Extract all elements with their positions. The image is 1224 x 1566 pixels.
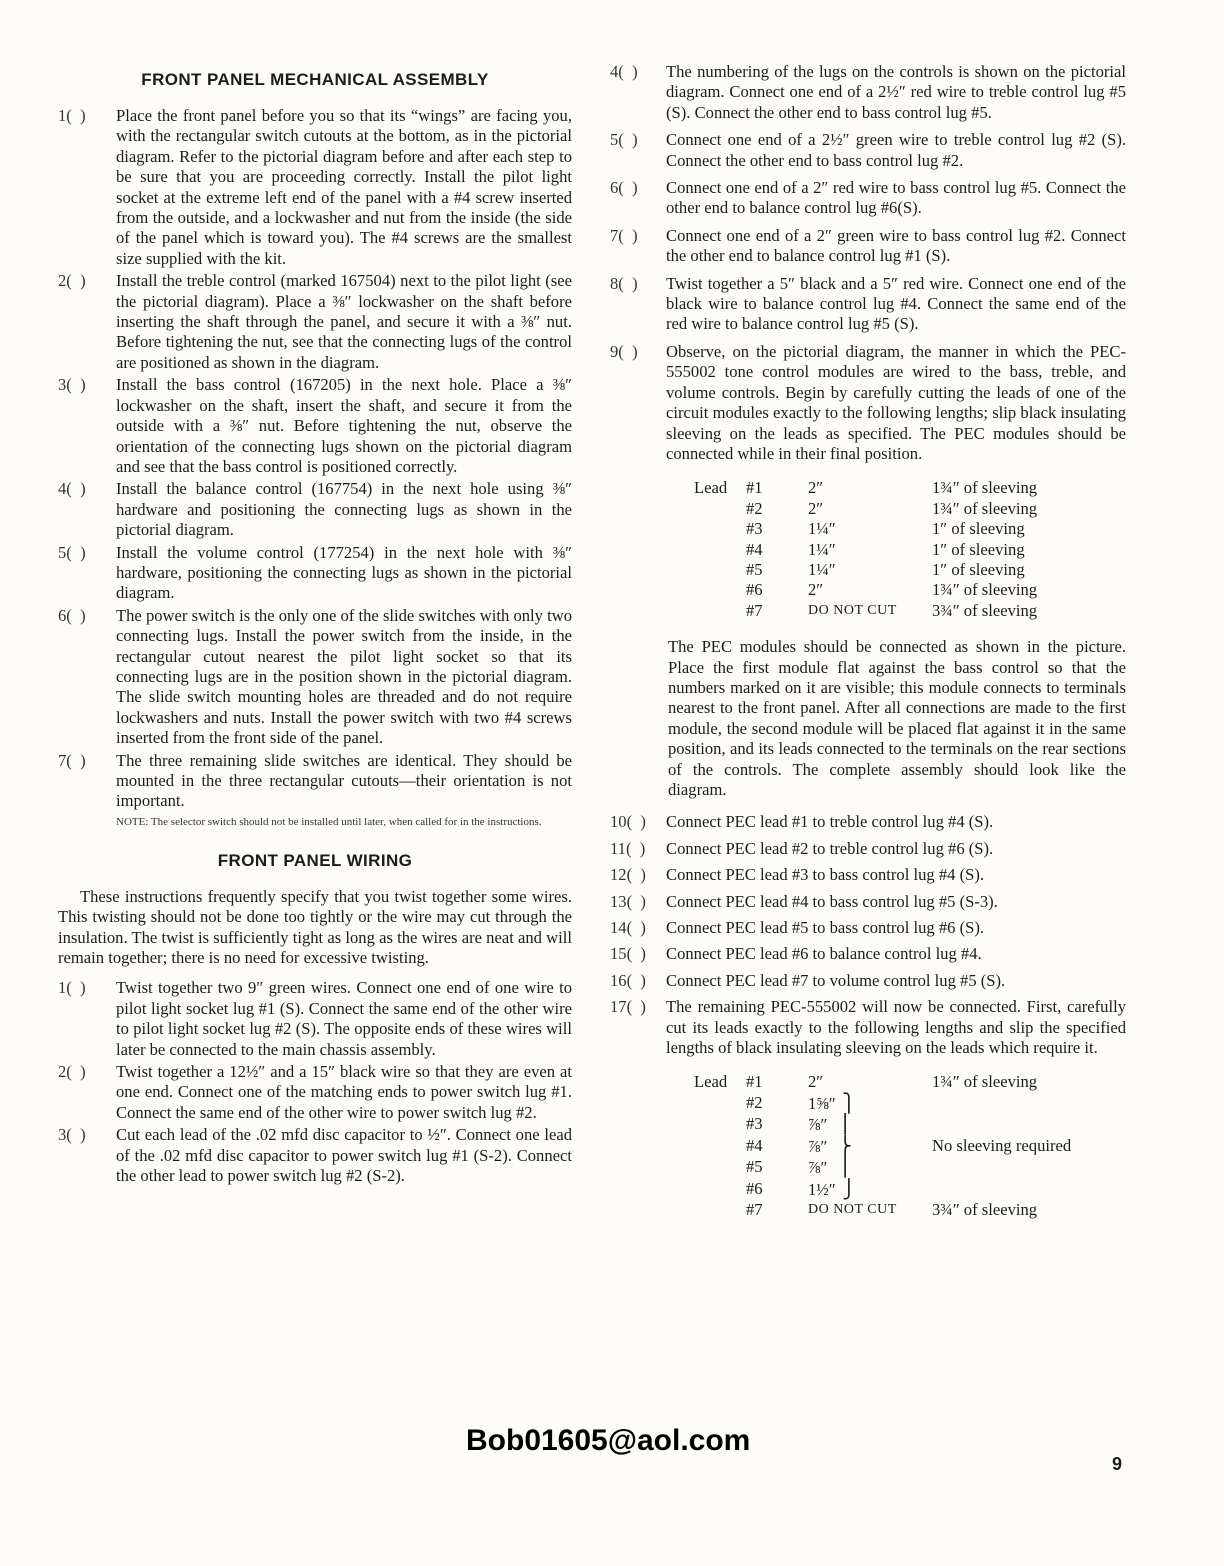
lead-length: 1¼″	[808, 519, 836, 539]
step-item	[610, 971, 1126, 991]
lead-sleeving	[932, 1114, 1071, 1135]
table-row	[694, 1157, 1071, 1178]
lead-number: #2	[746, 1092, 763, 1112]
checkbox-number: 4( )	[610, 62, 638, 81]
lead-sleeving	[932, 1157, 1071, 1178]
checkbox-number: 11( )	[610, 838, 646, 858]
checkbox-number: 14( )	[610, 918, 646, 938]
step-item	[610, 839, 1126, 859]
step-text: Twist together a 12½″ and a 15″ black wire so that they are even at one end. Connect one of the matching ends to power switch lug #1. Connect the same end of the other wire to power switch lug #2.	[116, 1062, 572, 1122]
step-text: Place the front panel before you so that its “wings” are facing you, with the rectangular switch cutouts at the bottom, as in the pictorial diagram. Refer to the pictorial diagram before and after each step to be sure that you are proceeding correctly. Install the pilot light socket at the extreme left end of the panel with a #4 screw inserted from the outside, and a lockwasher and nut from the inside (the side of the panel which is toward you). The #4 screws are the smallest size supplied with the kit.	[116, 106, 572, 268]
step-text: Connect PEC lead #3 to bass control lug #4 (S).	[666, 865, 985, 885]
lead-label: Lead	[694, 1072, 728, 1092]
lead-number: #4	[746, 1135, 763, 1155]
checkbox-number: 1( )	[58, 106, 86, 125]
lead-number: #7	[746, 600, 763, 620]
step-item	[610, 997, 1126, 1058]
step-item	[58, 271, 572, 373]
table-row	[694, 540, 1037, 560]
step-text: Connect PEC lead #5 to bass control lug #6 (S).	[666, 918, 985, 938]
brace-bottom-icon: ⎭	[837, 1178, 856, 1199]
brace-center-icon: ⎬	[829, 1135, 852, 1156]
checkbox-number: 6( )	[58, 605, 86, 625]
checkbox-number: 4( )	[58, 479, 86, 499]
checkbox-number: 5( )	[58, 542, 86, 562]
lead-sleeving: 1″ of sleeving	[932, 539, 1025, 559]
lead-length-table-1	[694, 478, 1037, 621]
step-item	[58, 1125, 572, 1186]
lead-number: #4	[746, 539, 763, 559]
table-row	[694, 1072, 1071, 1092]
step-item	[58, 479, 572, 540]
lead-number: #6	[746, 580, 763, 600]
step-item	[610, 812, 1126, 832]
checkbox-number: 1( )	[58, 978, 86, 998]
lead-length-value: ⅞″	[808, 1136, 828, 1156]
lead-length: DO NOT CUT	[808, 1201, 897, 1217]
lead-sleeving: 1″ of sleeving	[932, 559, 1025, 579]
checkbox-number: 10( )	[610, 812, 646, 832]
table-row	[694, 580, 1037, 600]
step-text: Connect one end of a 2½″ green wire to treble control lug #2 (S). Connect the other end to bass control lug #2.	[666, 130, 1126, 170]
table-row	[694, 1093, 1071, 1114]
table-row	[694, 1200, 1071, 1220]
lead-length: 2″	[808, 478, 824, 498]
step-item	[610, 918, 1126, 938]
lead-length: 1¼″	[808, 539, 836, 559]
lead-sleeving: 1¾″ of sleeving	[932, 478, 1038, 498]
right-column	[610, 62, 1126, 1236]
pec-modules-paragraph: The PEC modules should be connected as shown in the picture. Place the first module flat against the bass control so that the numbers marked on it are visible; this module connects to terminals nearest to the front panel. After all connections are made to the first module, the second module will be placed flat against it in the same position, and its leads connected to the terminals on the rear sections of the controls. The complete assembly should look like the diagram.	[668, 637, 1126, 799]
section-heading-mechanical-assembly: FRONT PANEL MECHANICAL ASSEMBLY	[141, 70, 489, 89]
lead-length	[808, 1157, 932, 1178]
step-text: The remaining PEC-555002 will now be connected. First, carefully cut its leads exactly to the following lengths and slip the specified lengths of black insulating sleeving on the leads which require it.	[666, 997, 1126, 1058]
selector-switch-note: NOTE: The selector switch should not be installed until later, when called for in the instructions.	[116, 815, 542, 828]
checkbox-number: 3( )	[58, 375, 86, 395]
lead-sleeving	[932, 1093, 1071, 1114]
step-item	[610, 342, 1126, 464]
table-row	[694, 1179, 1071, 1200]
table-row	[694, 1114, 1071, 1135]
lead-sleeving: 1¾″ of sleeving	[932, 580, 1038, 600]
step-text: Cut each lead of the .02 mfd disc capacitor to ½″. Connect one lead of the .02 mfd disc capacitor to power switch lug #1 (S-2). Connect the other lead to power switch lug #2 (S-2).	[116, 1125, 572, 1186]
step-text: The numbering of the lugs on the controls is shown on the pictorial diagram. Connect one end of a 2½″ red wire to treble control lug #5 (S). Connect the other end to bass control lug #5.	[666, 62, 1126, 122]
table-row	[694, 519, 1037, 539]
lead-length-value: 1⅝″	[808, 1093, 836, 1113]
step-text: Install the volume control (177254) in the next hole with ⅜″ hardware, positioning the connecting lugs as shown in the pictorial diagram.	[116, 542, 572, 603]
step-item	[58, 978, 572, 1060]
step-item	[58, 751, 572, 812]
checkbox-number: 9( )	[610, 341, 638, 361]
step-item	[58, 106, 572, 269]
step-item	[610, 892, 1126, 912]
checkbox-number: 13( )	[610, 891, 646, 911]
lead-length	[808, 1114, 932, 1135]
step-text: Connect PEC lead #1 to treble control lug #4 (S).	[666, 812, 994, 832]
section-heading-front-panel-wiring: FRONT PANEL WIRING	[217, 850, 413, 870]
step-text: Connect PEC lead #7 to volume control lug #5 (S).	[666, 970, 1006, 990]
step-text: Observe, on the pictorial diagram, the manner in which the PEC-555002 tone control modules are wired to the bass, treble, and volume controls. Begin by carefully cutting the leads of one of the circuit modules exactly to the following lengths; slip black insulating sleeving on the leads as specified. The PEC modules should be connected while in their final position.	[666, 341, 1126, 463]
watermark-email: Bob01605@aol.com	[466, 1424, 751, 1457]
lead-number: #5	[746, 1157, 763, 1177]
step-item	[610, 62, 1126, 123]
step-text: Install the treble control (marked 167504) next to the pilot light (see the pictorial diagram). Place a ⅜″ lockwasher on the shaft before inserting the shaft through the panel, and secure it with a ⅜″ nut. Before tightening the nut, see that the connecting lugs of the control are positioned as shown in the diagram.	[116, 271, 572, 372]
checkbox-number: 3( )	[58, 1125, 86, 1145]
lead-sleeving	[932, 1179, 1071, 1200]
step-item	[610, 944, 1126, 964]
table-row	[694, 1136, 1071, 1157]
lead-length-value: ⅞″	[808, 1115, 828, 1135]
step-item	[58, 543, 572, 604]
lead-length: 1¼″	[808, 559, 836, 579]
checkbox-number: 17( )	[610, 997, 646, 1017]
lead-length-value: 1½″	[808, 1179, 836, 1199]
step-text: Connect PEC lead #4 to bass control lug #5 (S-3).	[666, 891, 998, 911]
step-item	[610, 865, 1126, 885]
checkbox-number: 7( )	[58, 750, 86, 770]
step-text: Connect one end of a 2″ red wire to bass control lug #5. Connect the other end to balance control lug #6(S).	[666, 178, 1126, 218]
lead-length-table-2	[694, 1072, 1071, 1220]
checkbox-number: 8( )	[610, 273, 638, 293]
lead-number: #5	[746, 559, 763, 579]
step-text: The three remaining slide switches are identical. They should be mounted in the three rectangular cutouts—their orientation is not important.	[116, 750, 572, 811]
checkbox-number: 5( )	[610, 130, 638, 150]
step-text: Install the balance control (167754) in the next hole using ⅜″ hardware and positioning the connecting lugs as shown in the pictorial diagram.	[116, 479, 572, 540]
checkbox-number: 2( )	[58, 1062, 86, 1082]
step-item	[610, 130, 1126, 171]
lead-label: Lead	[694, 478, 728, 498]
left-column	[58, 62, 572, 1189]
step-item	[58, 606, 572, 749]
brace-mid-icon: ⎪	[829, 1157, 852, 1178]
checkbox-number: 2( )	[58, 271, 86, 291]
step-text: Connect PEC lead #2 to treble control lug #6 (S).	[666, 838, 994, 858]
table-row	[694, 560, 1037, 580]
lead-sleeving: 1¾″ of sleeving	[932, 1072, 1038, 1092]
table-row	[694, 499, 1037, 519]
step-item	[610, 226, 1126, 267]
table-row	[694, 601, 1037, 621]
lead-sleeving: 1¾″ of sleeving	[932, 498, 1038, 518]
lead-length	[808, 1093, 932, 1114]
step-text: Twist together a 5″ black and a 5″ red wire. Connect one end of the black wire to balance control lug #4. Connect the same end of the red wire to balance control lug #5 (S).	[666, 273, 1126, 334]
step-text: Connect one end of a 2″ green wire to bass control lug #2. Connect the other end to balance control lug #1 (S).	[666, 225, 1126, 266]
brace-top-icon: ⎫	[837, 1092, 856, 1113]
brace-mid-icon: ⎪	[829, 1114, 852, 1135]
lead-number: #7	[746, 1199, 763, 1219]
lead-sleeving: 3¾″ of sleeving	[932, 1199, 1038, 1219]
step-text: Twist together two 9″ green wires. Connect one end of one wire to pilot light socket lug #1 (S). Connect the same end of the other wire to pilot light socket lug #2 (S). The opposite ends of these wires will later be connected to the main chassis assembly.	[116, 978, 572, 1059]
step-text: Connect PEC lead #6 to balance control lug #4.	[666, 944, 982, 964]
lead-length: 2″	[808, 580, 824, 600]
lead-number: #3	[746, 1114, 763, 1134]
checkbox-number: 7( )	[610, 225, 638, 245]
lead-number: #1	[746, 478, 763, 498]
step-item	[610, 274, 1126, 335]
lead-number: #2	[746, 498, 763, 518]
lead-length: 2″	[808, 1072, 824, 1092]
table-row	[694, 478, 1037, 498]
wiring-intro-paragraph: These instructions frequently specify that you twist together some wires. This twisting should not be done too tightly or the wire may cut through the insulation. The twist is sufficiently tight as long as the wires are neat and will remain together; there is no need for excessive twisting.	[58, 886, 572, 968]
lead-sleeving: No sleeving required	[932, 1135, 1072, 1155]
lead-length: DO NOT CUT	[808, 602, 897, 618]
checkbox-number: 15( )	[610, 944, 646, 964]
step-text: Install the bass control (167205) in the next hole. Place a ⅜″ lockwasher on the shaft, insert the shaft, and secure it from the outside with a ⅜″ nut. Before tightening the nut, observe the orientation of the connecting lugs shown on the pictorial diagram and see that the bass control is positioned correctly.	[116, 375, 572, 476]
checkbox-number: 16( )	[610, 970, 646, 990]
lead-length	[808, 1179, 932, 1200]
step-item	[58, 1062, 572, 1123]
lead-number: #1	[746, 1072, 763, 1092]
lead-number: #3	[746, 519, 763, 539]
step-text: The power switch is the only one of the slide switches with only two connecting lugs. Install the power switch from the inside, in the rectangular cutout nearest the pilot light socket so that its connecting lugs are in the position shown in the pictorial diagram. The slide switch mounting holes are threaded and do not require lockwashers and nuts. Install the power switch with two #4 screws inserted from the front side of the panel.	[116, 605, 572, 748]
lead-length-value: ⅞″	[808, 1158, 828, 1178]
lead-sleeving: 3¾″ of sleeving	[932, 600, 1038, 620]
checkbox-number: 6( )	[610, 178, 638, 198]
lead-length	[808, 1136, 932, 1157]
lead-length: 2″	[808, 498, 824, 518]
step-item	[610, 178, 1126, 219]
step-item	[58, 375, 572, 477]
lead-sleeving: 1″ of sleeving	[932, 519, 1025, 539]
page-number: 9	[1112, 1454, 1123, 1474]
lead-number: #6	[746, 1178, 763, 1198]
checkbox-number: 12( )	[610, 865, 646, 885]
